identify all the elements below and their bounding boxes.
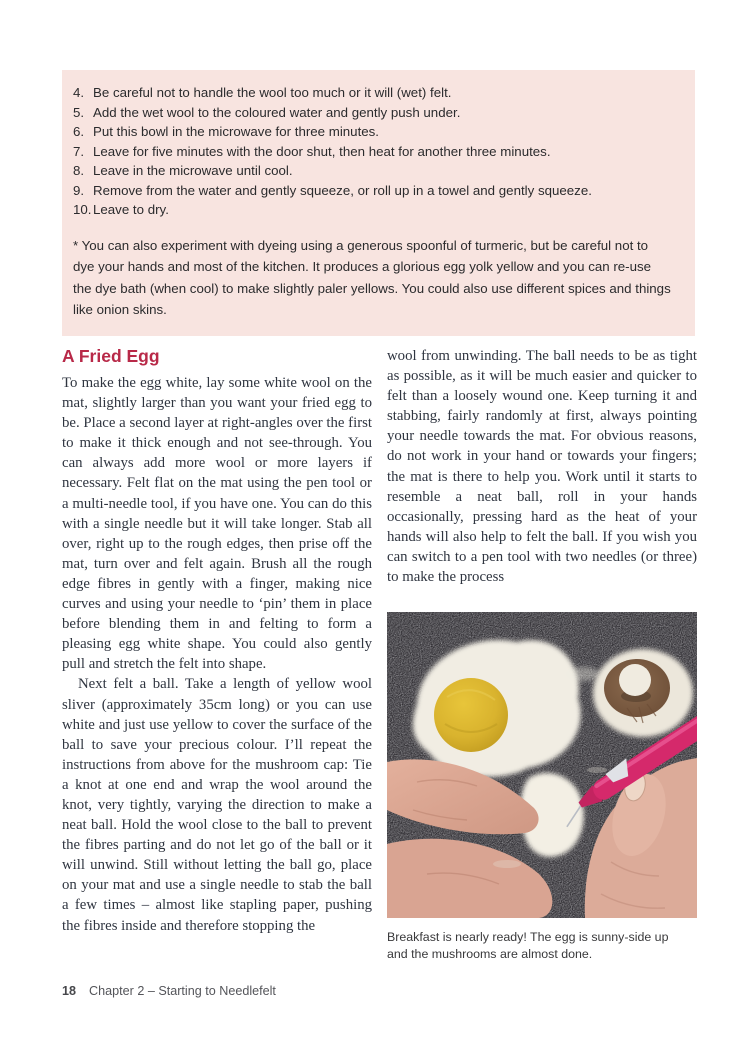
paragraph: Next felt a ball. Take a length of yellow wool sliver (approximately 35cm long) or you can use white and just use yellow to cover the surface of the ball to save your precious colour. I’ll repeat the instructions from above for the mushroom cap: Tie a knot at one end and wrap the wool around the knot, very tightly, varying the direction to make a neat ball. Hold the wool close to the ball to prevent the fibres parting and do not let go of the ball or it will unwind. Still without letting the ball go, place on your mat and use a single needle to stab the ball a few times – almost like stapling paper, pushing the fibres inside and therefore stopping the — [62, 676, 372, 934]
list-item-number: 4. — [73, 85, 85, 100]
footer-chapter-text: Chapter 2 – Starting to Needlefelt — [89, 984, 276, 998]
page-footer — [62, 984, 276, 998]
list-item-text: Add the wet wool to the coloured water and gently push under. — [93, 104, 461, 120]
photo-block — [387, 612, 697, 963]
instruction-box — [62, 70, 695, 336]
list-item — [73, 122, 673, 142]
list-item-text: Put this bowl in the microwave for three minutes. — [93, 124, 380, 139]
article-columns — [62, 346, 697, 975]
list-item — [73, 181, 673, 201]
turmeric-footnote: * You can also experiment with dyeing using a generous spoonful of turmeric, but be careful not to dye your hands and most of the kitchen. It produces a glorious egg yolk yellow and you can re-use the dye bath (when cool) to make slightly paler yellows. You could also use different spices and things like onion skins. — [73, 237, 671, 317]
list-item — [73, 200, 673, 220]
list-item-text: Remove from the water and gently squeeze, or roll up in a towel and gently squeeze. — [93, 182, 592, 198]
right-column-text — [387, 346, 697, 587]
list-item — [73, 83, 673, 103]
list-item-number: 5. — [73, 104, 85, 120]
felted-yolk — [434, 678, 508, 752]
list-item-number: 7. — [73, 143, 85, 159]
right-column — [387, 346, 697, 975]
list-item — [73, 142, 673, 162]
section-heading: A Fried Egg — [62, 346, 160, 366]
list-item-number: 8. — [73, 163, 85, 178]
list-item-number: 10. — [73, 202, 92, 217]
felting-photo — [387, 612, 697, 918]
list-item-number: 6. — [73, 124, 85, 139]
list-item-text: Leave for five minutes with the door shut, then heat for another three minutes. — [93, 143, 551, 159]
list-item — [73, 161, 673, 181]
paragraph: wool from unwinding. The ball needs to be as tight as possible, as it will be much easier and quicker to felt than a loosely wound one. Keep turning it and stabbing, fairly randomly at first, always pointing your needle towards the mat. For obvious reasons, do not work in your hand or towards your fingers; the mat is there to help you. Work until it starts to resemble a neat ball, roll in your hands occasionally, pressing hard as the heat of your hands will also help to felt the ball. If you wish you can switch to a pen tool with two needles (or three) to make the process — [387, 348, 697, 586]
photo-caption: Breakfast is nearly ready! The egg is sunny-side up and the mushrooms are almost done. — [387, 930, 669, 961]
list-item — [73, 103, 673, 123]
list-item-text: Be careful not to handle the wool too much or it will (wet) felt. — [93, 85, 452, 100]
left-column — [62, 346, 372, 975]
left-column-text — [62, 373, 372, 936]
list-item-number: 9. — [73, 182, 85, 198]
list-item-text: Leave in the microwave until cool. — [93, 163, 293, 178]
list-item-text: Leave to dry. — [93, 202, 169, 217]
page-number: 18 — [62, 984, 77, 998]
paragraph: To make the egg white, lay some white wool on the mat, slightly larger than you want your fried egg to be. Place a second layer at right-angles over the first to make it thick enough and not see-through. You can always add more wool or more layers if necessary. Felt flat on the mat using the pen tool or a multi-needle tool, if you have one. You can do this with a single needle but it will take longer. Stab all over, right up to the rough edges, then prise off the mat, turn over and felt again. Brush all the rough edge fibres in gently with a finger, making nice curves and using your needle to ‘pin’ them in place before blending them in and felting to form a pleasing egg white shape. You could also gently pull and stretch the felt into shape. — [62, 375, 372, 673]
felted-mushroom — [593, 649, 693, 737]
